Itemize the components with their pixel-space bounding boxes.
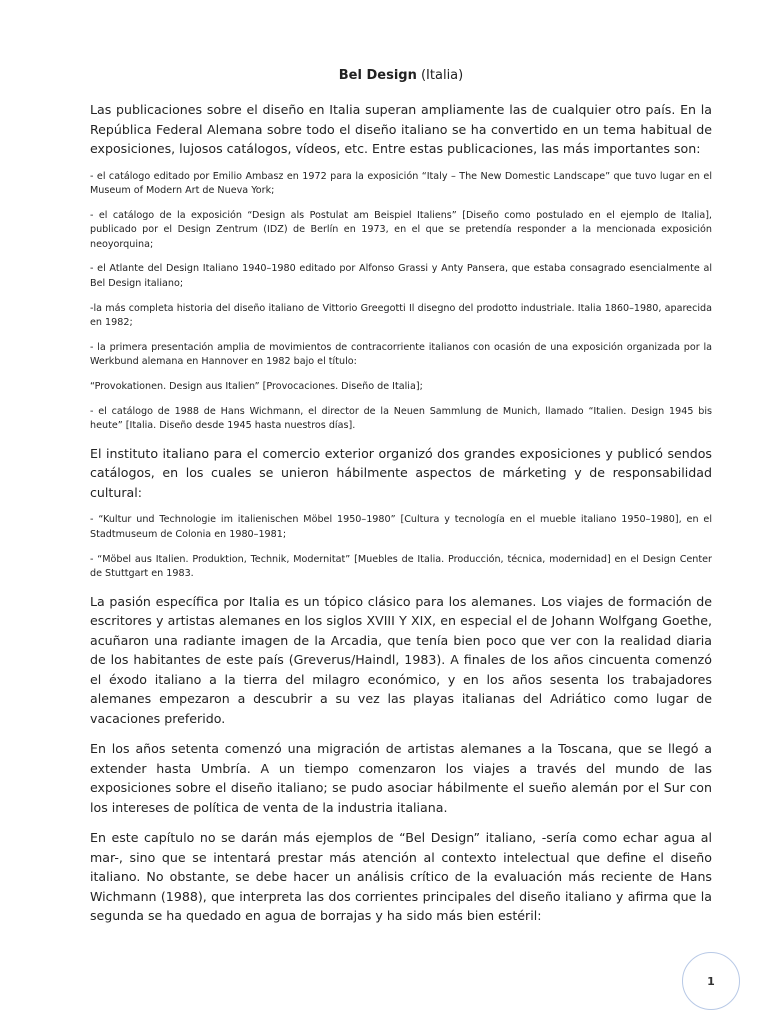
list-item: “Provokationen. Design aus Italien” [Provocaciones. Diseño de Italia]; [90,381,423,393]
list-item: -la más completa historia del diseño italiano de Vittorio Greegotti Il disegno del prodotto industriale. Italia 1860–1980, aparecida en 1982; [90,302,712,329]
document-page [90,66,712,937]
list-item: - “Möbel aus Italien. Produktion, Technik, Modernitat” [Muebles de Italia. Producción, técnica, modernidad] en el Design Center de Stuttgart en 1983. [90,553,712,580]
paragraph-intro: Las publicaciones sobre el diseño en Italia superan ampliamente las de cualquier otro país. En la República Federal Alemana sobre todo el diseño italiano se ha convertido en un tema habitual de exposiciones, lujosos catálogos, vídeos, etc. Entre estas publicaciones, las más importantes son: [90,102,712,156]
paragraph-body: El instituto italiano para el comercio exterior organizó dos grandes exposiciones y publicó sendos catálogos, en los cuales se unieron hábilmente aspectos de márketing y de responsabilidad cultural: [90,445,712,500]
list-item: - “Kultur und Technologie im italienischen Möbel 1950–1980” [Cultura y tecnología en el mueble italiano 1950–1980], en el Stadtmuseum de Colonia en 1980–1981; [90,514,712,540]
paragraph-body: En este capítulo no se darán más ejemplos de “Bel Design” italiano, -sería como echar agua al mar-, sino que se intentará prestar más atención al contexto intelectual que define el diseño italiano. No obstante, se debe hacer un análisis crítico de la evaluación más reciente de Hans Wichmann (1988), que interpreta las dos corrientes principales del diseño italiano y afirma que la segunda se ha quedado en agua de borrajas y ha sido más bien estéril: [90,830,712,924]
document-title [90,66,712,86]
list-item: - el Atlante del Design Italiano 1940–1980 editado por Alfonso Grassi y Anty Pansera, que estaba consagrado esencialmente al Bel Design italiano; [90,263,712,290]
list-item: - la primera presentación amplia de movimientos de contracorriente italianos con ocasión de una exposición organizada por la Werkbund alemana en Hannover en 1982 bajo el título: [90,341,712,368]
paragraph-body: La pasión específica por Italia es un tópico clásico para los alemanes. Los viajes de formación de escritores y artistas alemanes en los siglos XVIII Y XIX, en especial el de Johann Wolfgang Goethe, acuñaron una radiante imagen de la Arcadia, que tenía bien poco que ver con la realidad diaria de los habitantes de este país (Greverus/Haindl, 1983). A finales de los años cincuenta comenzó el éxodo italiano a la tierra del milagro económico, y en los años sesenta los trabajadores alemanes empezaron a descubrir a su vez las playas italianas del Adriático como lugar de vacaciones preferido. [90,593,712,726]
page-number-badge: 1 [682,952,740,1010]
title-suffix: (Italia) [420,68,464,83]
title-main: Bel Design [338,68,417,83]
paragraph-body: En los años setenta comenzó una migración de artistas alemanes a la Toscana, que se llegó a extender hasta Umbría. A un tiempo comenzaron los viajes a través del mundo de las exposiciones sobre el diseño italiano; se pudo asociar hábilmente el sueño alemán por el Sur con los intereses de política de venta de la industria italiana. [90,741,712,815]
list-item: - el catálogo editado por Emilio Ambasz en 1972 para la exposición “Italy – The New Domestic Landscape” que tuvo lugar en el Museum of Modern Art de Nueva York; [90,170,712,197]
list-item: - el catálogo de la exposición “Design als Postulat am Beispiel Italiens” [Diseño como postulado en el ejemplo de Italia], publicado por el Design Zentrum (IDZ) de Berlín en 1973, en el que se pretendía responder a la mencionada exposición neoyorquina; [90,209,712,250]
list-item: - el catálogo de 1988 de Hans Wichmann, el director de la Neuen Sammlung de Munich, llamado “Italien. Design 1945 bis heute” [Italia. Diseño desde 1945 hasta nuestros días]. [90,405,712,432]
